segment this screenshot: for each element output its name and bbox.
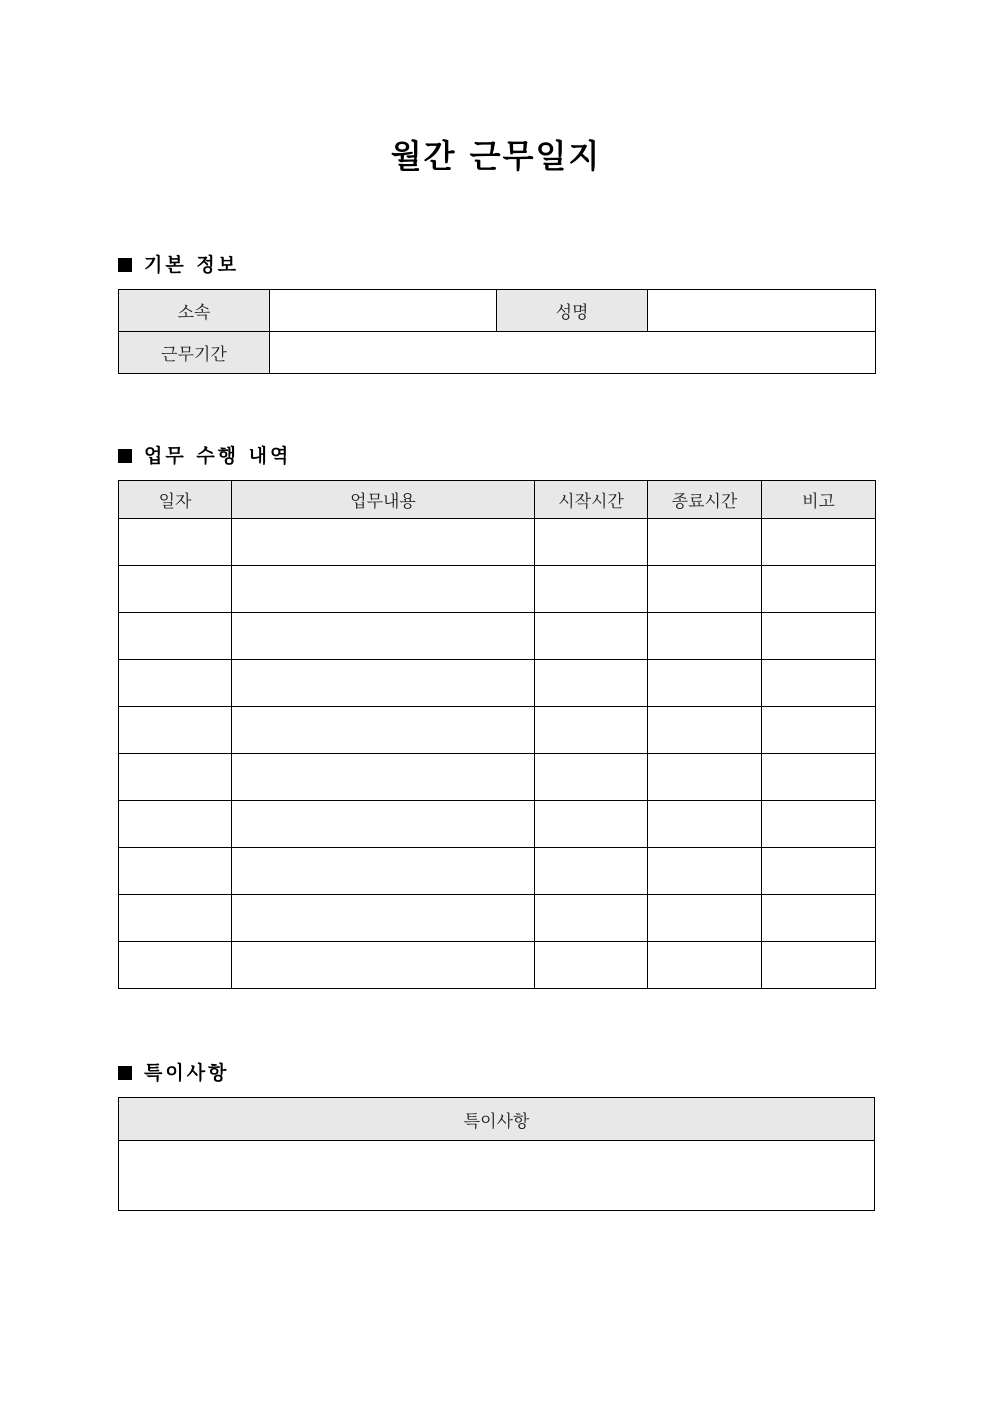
- remarks-cell[interactable]: [762, 707, 876, 754]
- table-row: [119, 848, 876, 895]
- task-cell[interactable]: [232, 942, 535, 989]
- date-cell[interactable]: [119, 519, 232, 566]
- start-time-cell[interactable]: [535, 801, 648, 848]
- page-title: 월간 근무일지: [390, 137, 602, 175]
- task-cell[interactable]: [232, 566, 535, 613]
- table-row: [119, 566, 876, 613]
- remarks-cell[interactable]: [762, 754, 876, 801]
- table-header-row: [119, 481, 876, 519]
- section-heading-label: 업무 수행 내역: [144, 445, 292, 467]
- remarks-cell[interactable]: [762, 566, 876, 613]
- task-cell[interactable]: [232, 660, 535, 707]
- end-time-cell[interactable]: [648, 754, 762, 801]
- end-time-cell[interactable]: [648, 613, 762, 660]
- table-row: [119, 707, 876, 754]
- name-label: 성명: [497, 290, 648, 332]
- start-time-cell[interactable]: [535, 566, 648, 613]
- column-header-task: 업무내용: [232, 481, 535, 519]
- date-cell[interactable]: [119, 754, 232, 801]
- start-time-cell[interactable]: [535, 519, 648, 566]
- square-bullet-icon: [118, 258, 132, 272]
- task-cell[interactable]: [232, 519, 535, 566]
- remarks-cell[interactable]: [762, 519, 876, 566]
- end-time-cell[interactable]: [648, 660, 762, 707]
- section-heading-work-log: [118, 444, 291, 468]
- section-heading-basic-info: [118, 253, 239, 277]
- column-header-start-time: 시작시간: [535, 481, 648, 519]
- notes-column-header: 특이사항: [119, 1098, 875, 1141]
- task-cell[interactable]: [232, 848, 535, 895]
- start-time-cell[interactable]: [535, 754, 648, 801]
- square-bullet-icon: [118, 449, 132, 463]
- table-row: [119, 895, 876, 942]
- table-row: [119, 801, 876, 848]
- column-header-remarks: 비고: [762, 481, 876, 519]
- end-time-cell[interactable]: [648, 801, 762, 848]
- table-row: [119, 754, 876, 801]
- start-time-cell[interactable]: [535, 613, 648, 660]
- date-cell[interactable]: [119, 660, 232, 707]
- end-time-cell[interactable]: [648, 707, 762, 754]
- start-time-cell[interactable]: [535, 848, 648, 895]
- notes-table: [118, 1097, 875, 1211]
- column-header-date: 일자: [119, 481, 232, 519]
- end-time-cell[interactable]: [648, 848, 762, 895]
- section-heading-label: 기본 정보: [144, 254, 240, 276]
- remarks-cell[interactable]: [762, 895, 876, 942]
- task-cell[interactable]: [232, 801, 535, 848]
- section-heading-label: 특이사항: [144, 1062, 230, 1084]
- date-cell[interactable]: [119, 613, 232, 660]
- task-cell[interactable]: [232, 707, 535, 754]
- remarks-cell[interactable]: [762, 613, 876, 660]
- date-cell[interactable]: [119, 801, 232, 848]
- start-time-cell[interactable]: [535, 895, 648, 942]
- task-cell[interactable]: [232, 895, 535, 942]
- start-time-cell[interactable]: [535, 707, 648, 754]
- column-header-end-time: 종료시간: [648, 481, 762, 519]
- date-cell[interactable]: [119, 566, 232, 613]
- table-row: [119, 1141, 875, 1211]
- remarks-cell[interactable]: [762, 801, 876, 848]
- table-header-row: [119, 1098, 875, 1141]
- work-log-table: [118, 480, 876, 989]
- remarks-cell[interactable]: [762, 660, 876, 707]
- start-time-cell[interactable]: [535, 942, 648, 989]
- name-field[interactable]: [648, 290, 876, 332]
- remarks-cell[interactable]: [762, 942, 876, 989]
- end-time-cell[interactable]: [648, 519, 762, 566]
- table-row: [119, 332, 876, 374]
- task-cell[interactable]: [232, 613, 535, 660]
- section-heading-notes: [118, 1061, 229, 1085]
- date-cell[interactable]: [119, 707, 232, 754]
- notes-field[interactable]: [119, 1141, 875, 1211]
- start-time-cell[interactable]: [535, 660, 648, 707]
- date-cell[interactable]: [119, 942, 232, 989]
- work-period-label: 근무기간: [119, 332, 270, 374]
- task-cell[interactable]: [232, 754, 535, 801]
- end-time-cell[interactable]: [648, 566, 762, 613]
- basic-info-table: [118, 289, 876, 374]
- square-bullet-icon: [118, 1066, 132, 1080]
- table-row: [119, 942, 876, 989]
- table-row: [119, 290, 876, 332]
- affiliation-label: 소속: [119, 290, 270, 332]
- table-row: [119, 660, 876, 707]
- work-period-field[interactable]: [270, 332, 876, 374]
- end-time-cell[interactable]: [648, 942, 762, 989]
- end-time-cell[interactable]: [648, 895, 762, 942]
- date-cell[interactable]: [119, 895, 232, 942]
- table-row: [119, 613, 876, 660]
- remarks-cell[interactable]: [762, 848, 876, 895]
- table-row: [119, 519, 876, 566]
- affiliation-field[interactable]: [270, 290, 497, 332]
- date-cell[interactable]: [119, 848, 232, 895]
